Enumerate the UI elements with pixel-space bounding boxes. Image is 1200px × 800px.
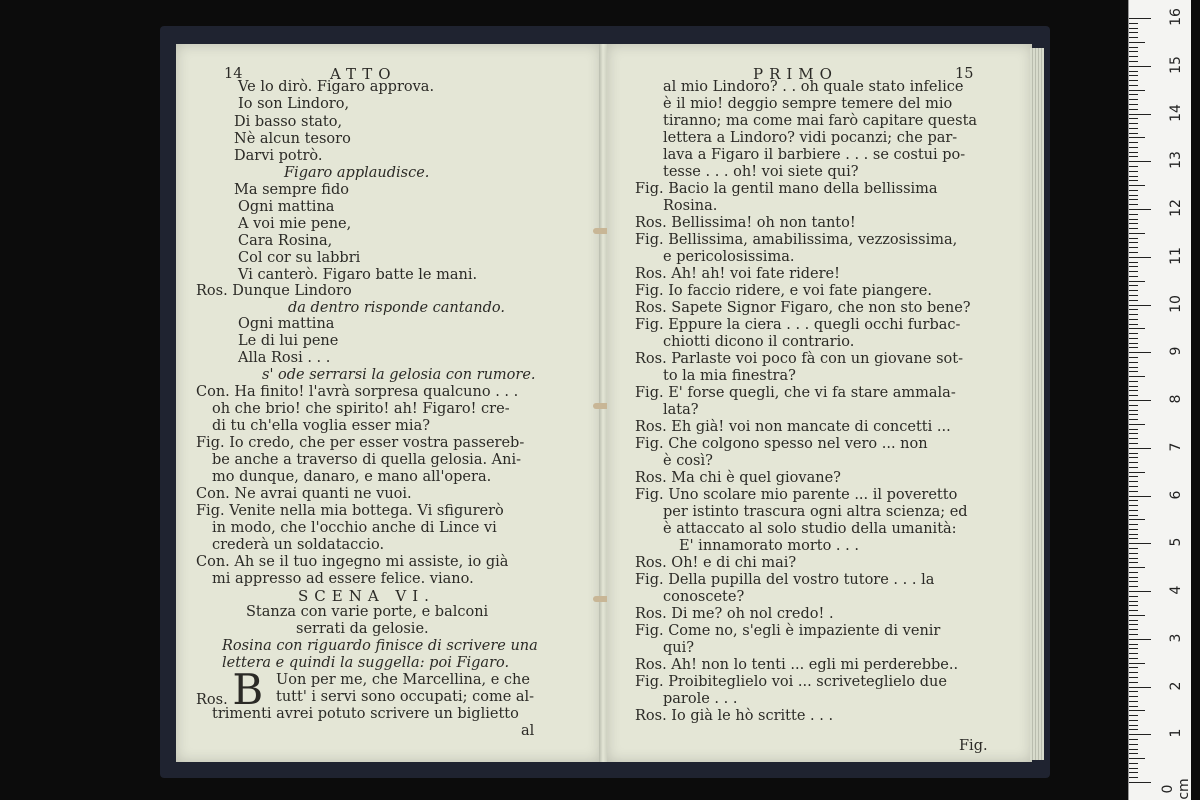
left-page-text-line: A voi mie pene, [238,216,352,232]
speaker-label: Ros. [196,692,233,708]
right-page-text-line: lava a Figaro il barbiere . . . se costui po- [663,147,966,163]
ruler-label: 4 [1168,585,1184,595]
ruler-minor-tick [1129,295,1138,296]
ruler-minor-tick [1129,171,1138,172]
left-page-text-line: trimenti avrei potuto scrivere un biglietto [212,706,519,722]
ruler-minor-tick [1129,42,1145,43]
ruler-minor-tick [1129,271,1138,272]
ruler-minor-tick [1129,729,1138,730]
ruler-minor-tick [1129,682,1138,683]
ruler-minor-tick [1129,410,1138,411]
ruler-minor-tick [1129,601,1138,602]
left-page-text-line: mi appresso ad essere felice. viano. [212,571,474,587]
measuring-ruler [1128,0,1191,800]
ruler-minor-tick [1129,701,1138,702]
right-page-text-line: è attaccato al solo studio della umanità: [663,521,957,537]
ruler-major-tick [1129,591,1151,592]
ruler-major-tick [1129,734,1151,735]
ruler-major-tick [1129,209,1151,210]
right-page-text-line: tesse . . . oh! voi siete qui? [663,164,859,180]
ruler-label: 13 [1168,151,1184,170]
ruler-major-tick [1129,448,1151,449]
ruler-minor-tick [1129,219,1138,220]
ruler-label: 3 [1168,633,1184,643]
ruler-minor-tick [1129,615,1145,616]
ruler-label: 11 [1168,246,1184,265]
ruler-minor-tick [1129,706,1138,707]
right-page-text-line: Fig. Come no, s'egli è impaziente di venir [635,623,941,639]
ruler-label: 15 [1168,55,1184,74]
left-page-text-line: lettera e quindi la suggella: poi Figaro. [222,655,510,671]
left-page-text-line: Con. Ah se il tuo ingegno mi assiste, io già [196,554,509,570]
ruler-minor-tick [1129,333,1138,334]
ruler-minor-tick [1129,156,1138,157]
right-page-text-line: qui? [663,640,695,656]
ruler-minor-tick [1129,581,1138,582]
ruler-major-tick [1129,161,1151,162]
ruler-minor-tick [1129,137,1145,138]
right-page-text-line: E' innamorato morto . . . [679,538,859,554]
ruler-minor-tick [1129,123,1138,124]
ruler-minor-tick [1129,357,1138,358]
ruler-label: 14 [1168,103,1184,122]
right-page-text-line: Fig. Bellissima, amabilissima, vezzosissima, [635,232,958,248]
ruler-minor-tick [1129,133,1138,134]
ruler-minor-tick [1129,753,1138,754]
ruler-minor-tick [1129,691,1138,692]
ruler-minor-tick [1129,467,1138,468]
right-page-text-line: al mio Lindoro? . . oh quale stato infelice [663,79,964,95]
ruler-minor-tick [1129,500,1138,501]
ruler-minor-tick [1129,715,1138,716]
ruler-minor-tick [1129,577,1138,578]
ruler-minor-tick [1129,242,1138,243]
ruler-minor-tick [1129,667,1138,668]
ruler-minor-tick [1129,472,1145,473]
left-page-text-line: Col cor su labbri [238,250,361,266]
ruler-minor-tick [1129,309,1138,310]
ruler-minor-tick [1129,185,1145,186]
left-page-text-line: Le di lui pene [238,333,339,349]
ruler-minor-tick [1129,381,1138,382]
right-page-text-line: tiranno; ma come mai farò capitare questa [663,113,978,129]
ruler-minor-tick [1129,290,1138,291]
ruler-major-tick [1129,782,1151,783]
ruler-minor-tick [1129,515,1138,516]
right-page-text-line: Ros. Eh già! voi non mancate di concetti ... [635,419,951,435]
ruler-label: 1 [1168,728,1184,738]
ruler-minor-tick [1129,534,1138,535]
page-edges [1030,48,1044,760]
left-page-number: 14 [224,66,243,82]
drop-cap: B [232,665,264,714]
ruler-minor-tick [1129,118,1138,119]
ruler-minor-tick [1129,28,1138,29]
ruler-minor-tick [1129,725,1138,726]
ruler-minor-tick [1129,491,1138,492]
right-page-text-line: Fig. E' forse quegli, che vi fa stare ammala- [635,385,956,401]
ruler-label: 9 [1168,346,1184,356]
ruler-minor-tick [1129,710,1145,711]
left-page-text-line: Alla Rosi . . . [238,350,331,366]
left-page-text-line: mo dunque, danaro, e mano all'opera. [212,469,492,485]
ruler-minor-tick [1129,696,1138,697]
ruler-minor-tick [1129,438,1138,439]
ruler-major-tick [1129,66,1151,67]
ruler-minor-tick [1129,744,1138,745]
ruler-label: 7 [1168,442,1184,452]
ruler-minor-tick [1129,548,1138,549]
ruler-minor-tick [1129,223,1138,224]
ruler-minor-tick [1129,620,1138,621]
ruler-minor-tick [1129,405,1138,406]
left-page-text-line: Uon per me, che Marcellina, e che [276,672,530,688]
right-page-text-line: lettera a Lindoro? vidi pocanzi; che par- [663,130,958,146]
ruler-label: 8 [1168,394,1184,404]
ruler-minor-tick [1129,180,1138,181]
left-page-text-line [196,665,264,714]
ruler-minor-tick [1129,147,1138,148]
left-page-text-line: Ogni mattina [238,199,335,215]
ruler-minor-tick [1129,104,1138,105]
left-running-head: ATTO [330,65,397,83]
ruler-minor-tick [1129,629,1138,630]
right-page-text-line: to la mia finestra? [663,368,796,384]
ruler-minor-tick [1129,319,1138,320]
right-page-text-line: Fig. Della pupilla del vostro tutore . . . la [635,572,935,588]
ruler-minor-tick [1129,23,1138,24]
ruler-minor-tick [1129,75,1138,76]
ruler-minor-tick [1129,758,1145,759]
left-page-text-line: Con. Ne avrai quanti ne vuoi. [196,486,412,502]
ruler-minor-tick [1129,367,1138,368]
right-page-text-line: Fig. Proibiteglielo voi ... scriveteglielo due [635,674,947,690]
ruler-minor-tick [1129,204,1138,205]
ruler-minor-tick [1129,505,1138,506]
ruler-minor-tick [1129,214,1138,215]
ruler-major-tick [1129,400,1151,401]
left-page-text-line: oh che brio! che spirito! ah! Figaro! cre- [212,401,510,417]
ruler-minor-tick [1129,90,1145,91]
ruler-minor-tick [1129,524,1138,525]
left-page-text-line: Con. Ha finito! l'avrà sorpresa qualcuno . . . [196,384,519,400]
left-page-text-line: crederà un soldataccio. [212,537,385,553]
ruler-minor-tick [1129,300,1138,301]
ruler-minor-tick [1129,371,1138,372]
ruler-minor-tick [1129,476,1138,477]
left-page-text-line: Di basso stato, [234,114,343,130]
ruler-minor-tick [1129,663,1145,664]
ruler-major-tick [1129,639,1151,640]
ruler-minor-tick [1129,763,1138,764]
ruler-label: 5 [1168,537,1184,547]
right-page-text-line: Ros. Oh! e di chi mai? [635,555,797,571]
ruler-minor-tick [1129,252,1138,253]
left-page-text-line: Ros. Dunque Lindoro [196,283,352,299]
left-page-text-line: Cara Rosina, [238,233,333,249]
ruler-minor-tick [1129,605,1138,606]
left-page-text-line: Vi canterò. Figaro batte le mani. [238,267,478,283]
left-page-text-line: be anche a traverso di quella gelosia. Ani- [212,452,522,468]
ruler-minor-tick [1129,176,1138,177]
ruler-minor-tick [1129,37,1138,38]
ruler-minor-tick [1129,634,1138,635]
ruler-minor-tick [1129,395,1138,396]
ruler-label: 16 [1168,8,1184,26]
left-page-text-line: Darvi potrò. [234,148,323,164]
ruler-minor-tick [1129,338,1138,339]
left-page-text-line: s' ode serrarsi la gelosia con rumore. [262,367,536,383]
right-page-text-line: chiotti dicono il contrario. [663,334,855,350]
ruler-minor-tick [1129,166,1138,167]
left-page-text-line: Rosina con riguardo finisce di scrivere una [222,638,538,654]
ruler-minor-tick [1129,262,1138,263]
ruler-minor-tick [1129,457,1138,458]
ruler-minor-tick [1129,558,1138,559]
left-page-text-line: in modo, che l'occhio anche di Lince vi [212,520,497,536]
ruler-major-tick [1129,496,1151,497]
right-page-text-line: Fig. Bacio la gentil mano della bellissima [635,181,938,197]
ruler-minor-tick [1129,47,1138,48]
left-page-text-line: Stanza con varie porte, e balconi [246,604,489,620]
ruler-minor-tick [1129,238,1138,239]
ruler-minor-tick [1129,99,1138,100]
ruler-minor-tick [1129,596,1138,597]
ruler-minor-tick [1129,529,1138,530]
right-page-text-line: Fig. Io faccio ridere, e voi fate piangere. [635,283,932,299]
ruler-minor-tick [1129,71,1138,72]
ruler-minor-tick [1129,314,1138,315]
ruler-label: 10 [1168,294,1184,313]
ruler-minor-tick [1129,142,1138,143]
left-page-text-line: Fig. Io credo, che per esser vostra passereb- [196,435,525,451]
ruler-minor-tick [1129,538,1138,539]
left-page-text-line: Ve lo dirò. Figaro approva. [238,79,435,95]
left-page-text-line: Io son Lindoro, [238,96,350,112]
ruler-minor-tick [1129,772,1138,773]
ruler-minor-tick [1129,343,1138,344]
ruler-minor-tick [1129,572,1138,573]
ruler-minor-tick [1129,266,1138,267]
ruler-minor-tick [1129,61,1138,62]
ruler-minor-tick [1129,376,1145,377]
ruler-minor-tick [1129,199,1138,200]
right-page-text-line: Ros. Io già le hò scritte . . . [635,708,834,724]
ruler-label: 2 [1168,681,1184,690]
right-page-text-line: Ros. Ah! ah! voi fate ridere! [635,266,840,282]
ruler-minor-tick [1129,677,1138,678]
ruler-minor-tick [1129,648,1138,649]
ruler-minor-tick [1129,324,1138,325]
ruler-minor-tick [1129,233,1145,234]
ruler-minor-tick [1129,276,1138,277]
left-page-text-line: tutt' i servi sono occupati; come al- [276,689,535,705]
ruler-minor-tick [1129,347,1138,348]
ruler-minor-tick [1129,720,1138,721]
ruler-minor-tick [1129,51,1138,52]
left-page-text-line: da dentro risponde cantando. [288,300,505,316]
left-page-text-line: di tu ch'ella voglia esser mia? [212,418,430,434]
right-page-text-line: Ros. Bellissima! oh non tanto! [635,215,856,231]
ruler-minor-tick [1129,672,1138,673]
left-page-text-line: SCENA VI. [298,587,435,605]
right-page-text-line: Ros. Ma chi è quel giovane? [635,470,841,486]
ruler-minor-tick [1129,190,1138,191]
left-page-text-line: Figaro applaudisce. [284,165,430,181]
ruler-minor-tick [1129,424,1145,425]
right-page-text-line: Ros. Ah! non lo tenti ... egli mi perderebbe.. [635,657,959,673]
ruler-minor-tick [1129,328,1145,329]
ruler-minor-tick [1129,462,1138,463]
ruler-minor-tick [1129,586,1138,587]
ruler-minor-tick [1129,281,1145,282]
ruler-minor-tick [1129,510,1138,511]
ruler-minor-tick [1129,247,1138,248]
right-page-text-line: lata? [663,402,699,418]
ruler-minor-tick [1129,658,1138,659]
ruler-minor-tick [1129,390,1138,391]
right-page-text-line: è così? [663,453,713,469]
ruler-minor-tick [1129,228,1138,229]
right-page-text-line: per istinto trascura ogni altra scienza; ed [663,504,968,520]
ruler-minor-tick [1129,429,1138,430]
ruler-minor-tick [1129,32,1138,33]
ruler-minor-tick [1129,94,1138,95]
right-page-text-line: Fig. Eppure la ciera . . . quegli occhi furbac- [635,317,961,333]
ruler-minor-tick [1129,739,1138,740]
right-page-text-line: Ros. Parlaste voi poco fà con un giovane sot- [635,351,963,367]
right-page-text-line: conoscete? [663,589,745,605]
ruler-major-tick [1129,352,1151,353]
right-page-number: 15 [955,66,974,82]
ruler-minor-tick [1129,481,1138,482]
ruler-minor-tick [1129,519,1145,520]
left-page-text-line: Nè alcun tesoro [234,131,351,147]
ruler-minor-tick [1129,777,1138,778]
ruler-minor-tick [1129,562,1138,563]
ruler-minor-tick [1129,486,1138,487]
ruler-minor-tick [1129,567,1145,568]
right-page-text-line: Rosina. [663,198,718,214]
left-page-text-line: Ma sempre fido [234,182,349,198]
ruler-minor-tick [1129,653,1138,654]
ruler-minor-tick [1129,285,1138,286]
ruler-minor-tick [1129,386,1138,387]
ruler-minor-tick [1129,362,1138,363]
ruler-minor-tick [1129,433,1138,434]
right-page-text-line: Ros. Sapete Signor Figaro, che non sto bene? [635,300,971,316]
right-page-text-line: Ros. Di me? oh nol credo! . [635,606,834,622]
right-page-text-line: parole . . . [663,691,738,707]
ruler-minor-tick [1129,610,1138,611]
ruler-minor-tick [1129,109,1138,110]
ruler-minor-tick [1129,152,1138,153]
left-page [176,44,601,762]
ruler-major-tick [1129,18,1151,19]
ruler-major-tick [1129,257,1151,258]
right-page-text-line: Fig. Uno scolare mio parente ... il poveretto [635,487,958,503]
left-page-text-line: serrati da gelosie. [296,621,429,637]
ruler-minor-tick [1129,443,1138,444]
ruler-minor-tick [1129,749,1138,750]
ruler-minor-tick [1129,419,1138,420]
ruler-major-tick [1129,305,1151,306]
right-page-text-line: Fig. Che colgono spesso nel vero ... non [635,436,928,452]
left-page-text-line: al [521,723,535,739]
ruler-label: 0 cm [1160,778,1192,800]
right-page-text-line: e pericolosissima. [663,249,795,265]
right-page-text-line: Fig. [959,738,988,754]
right-page-text-line: è il mio! deggio sempre temere del mio [663,96,953,112]
ruler-minor-tick [1129,644,1138,645]
ruler-minor-tick [1129,195,1138,196]
right-page [607,44,1032,762]
ruler-minor-tick [1129,624,1138,625]
ruler-major-tick [1129,114,1151,115]
right-running-head: PRIMO [753,65,838,83]
ruler-label: 6 [1168,490,1184,499]
ruler-major-tick [1129,687,1151,688]
ruler-minor-tick [1129,80,1138,81]
left-page-text-line: Ogni mattina [238,316,335,332]
left-page-text-line: Fig. Venite nella mia bottega. Vi sfigurerò [196,503,504,519]
ruler-major-tick [1129,543,1151,544]
ruler-minor-tick [1129,414,1138,415]
ruler-minor-tick [1129,128,1138,129]
ruler-label: 12 [1168,199,1184,217]
ruler-minor-tick [1129,85,1138,86]
ruler-minor-tick [1129,453,1138,454]
ruler-minor-tick [1129,56,1138,57]
ruler-minor-tick [1129,768,1138,769]
ruler-minor-tick [1129,553,1138,554]
